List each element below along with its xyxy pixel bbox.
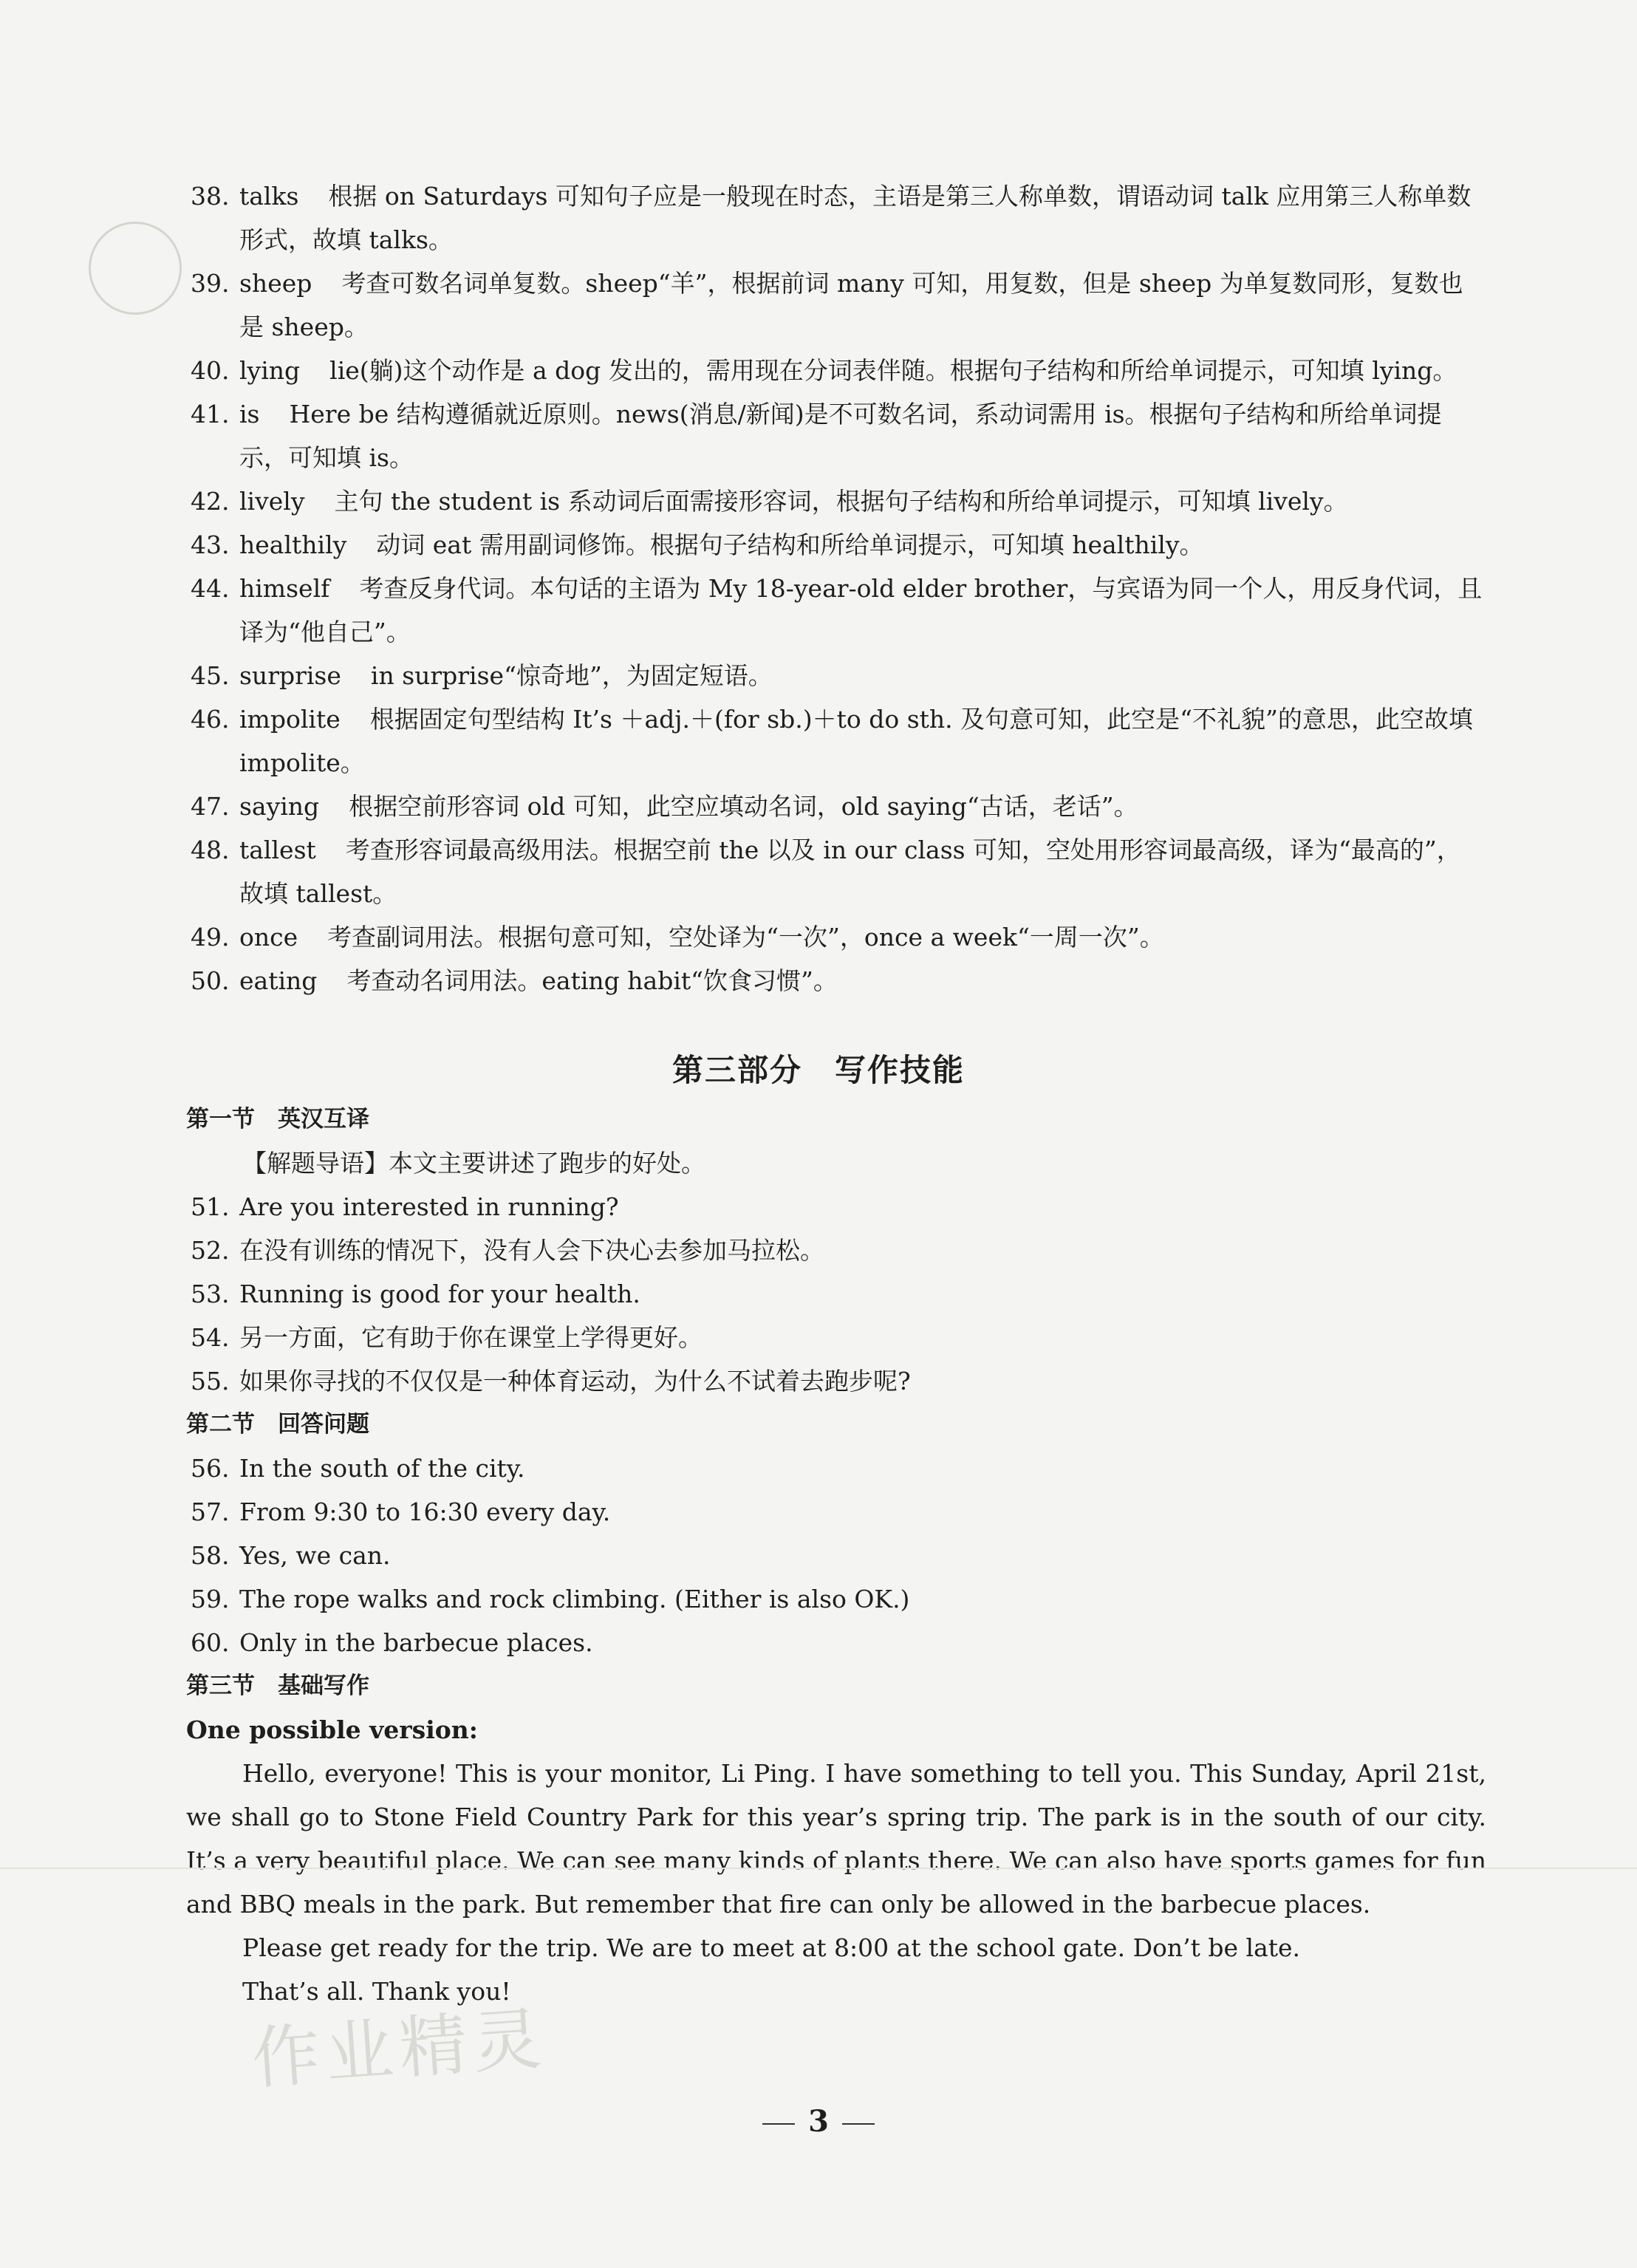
- watermark: 作业精灵: [249, 1999, 550, 2099]
- section2-title: 第二节 回答问题: [186, 1411, 369, 1438]
- answer-word: sheep: [239, 269, 312, 298]
- list-item: [186, 1316, 1486, 1359]
- item-number: 57.: [191, 1497, 230, 1526]
- answer-explanation: 考查可数名词单复数。sheep“羊”，根据前词 many 可知，用复数，但是 sheep 为单复数同形，复数也是 sheep。: [239, 269, 1463, 341]
- item-number: 45.: [191, 661, 230, 690]
- section1-guide: 【解题导语】本文主要讲述了跑步的好处。: [242, 1149, 705, 1178]
- answer-item-42: [191, 479, 1483, 523]
- answer-explanation: 主句 the student is 系动词后面需接形容词，根据句子结构和所给单词提示，可知填 lively。: [334, 487, 1348, 516]
- answer-word: saying: [239, 792, 320, 821]
- answer-item-39: [191, 262, 1483, 349]
- answer-explanation: lie(躺)这个动作是 a dog 发出的，需用现在分词表伴随。根据句子结构和所给单词提示，可知填 lying。: [329, 356, 1457, 385]
- list-item: [186, 1446, 1486, 1490]
- answer-word: talks: [239, 182, 299, 211]
- essay-version-label: One possible version:: [186, 1715, 478, 1744]
- answer-item-44: [191, 567, 1483, 654]
- answer-word: tallest: [239, 836, 316, 864]
- item-text: 如果你寻找的不仅仅是一种体育运动，为什么不试着去跑步呢?: [239, 1367, 911, 1396]
- item-text: Running is good for your health.: [239, 1280, 640, 1308]
- faded-stamp-icon: [75, 208, 194, 327]
- answer-list: [191, 174, 1483, 1003]
- part-title: 第三部分 写作技能: [671, 1052, 965, 1088]
- item-number: 47.: [191, 792, 230, 821]
- item-number: 59.: [191, 1585, 230, 1613]
- item-text: Only in the barbecue places.: [239, 1628, 593, 1657]
- answer-item-41: [191, 392, 1483, 479]
- answer-explanation: Here be 结构遵循就近原则。news(消息/新闻)是不可数名词，系动词需用 is。根据句子结构和所给单词提示，可知填 is。: [239, 400, 1442, 472]
- part3-content: [186, 1098, 1486, 2013]
- item-number: 48.: [191, 836, 230, 864]
- list-item: [186, 1534, 1486, 1577]
- list-item: [186, 1272, 1486, 1316]
- answer-item-49: [191, 915, 1483, 959]
- item-number: 40.: [191, 356, 230, 385]
- section1-title: 第一节 英汉互译: [186, 1106, 369, 1133]
- answer-word: once: [239, 923, 298, 952]
- answer-item-50: [191, 959, 1483, 1003]
- answer-word: impolite: [239, 705, 341, 734]
- list-item: [186, 1229, 1486, 1272]
- answer-item-38: [191, 174, 1483, 262]
- answer-explanation: 根据固定句型结构 It’s ＋adj.＋(for sb.)＋to do sth. 及句意可知，此空是“不礼貌”的意思，此空故填 impolite。: [239, 705, 1473, 777]
- answer-explanation: 考查形容词最高级用法。根据空前 the 以及 in our class 可知，空处用形容词最高级，译为“最高的”，故填 tallest。: [239, 836, 1461, 908]
- item-number: 60.: [191, 1628, 230, 1657]
- item-number: 44.: [191, 574, 230, 603]
- answer-word: lively: [239, 487, 305, 516]
- item-number: 53.: [191, 1280, 230, 1308]
- answer-word: healthily: [239, 530, 347, 559]
- answer-word: eating: [239, 966, 318, 995]
- answer-item-43: [191, 523, 1483, 567]
- list-item: [186, 1577, 1486, 1621]
- page-number: [0, 2104, 1637, 2139]
- item-text: From 9:30 to 16:30 every day.: [239, 1497, 611, 1526]
- item-number: 54.: [191, 1323, 230, 1352]
- item-number: 43.: [191, 530, 230, 559]
- item-number: 46.: [191, 705, 230, 734]
- item-text: Yes, we can.: [239, 1541, 391, 1570]
- dash-left: [762, 2123, 795, 2125]
- page-number-value: 3: [808, 2104, 829, 2139]
- item-text: In the south of the city.: [239, 1454, 525, 1483]
- item-number: 42.: [191, 487, 230, 516]
- answer-explanation: 考查反身代词。本句话的主语为 My 18-year-old elder brother，与宾语为同一个人，用反身代词，且译为“他自己”。: [239, 574, 1483, 646]
- item-number: 51.: [191, 1192, 230, 1221]
- answer-item-47: [191, 785, 1483, 828]
- essay-paragraph: That’s all. Thank you!: [242, 1977, 511, 2006]
- item-number: 52.: [191, 1236, 230, 1265]
- item-number: 56.: [191, 1454, 230, 1483]
- list-item: [186, 1185, 1486, 1229]
- answer-item-48: [191, 828, 1483, 915]
- sample-essay: [186, 1752, 1486, 2013]
- list-item: [186, 1490, 1486, 1534]
- answer-item-46: [191, 697, 1483, 785]
- list-item: [186, 1359, 1486, 1403]
- dash-right: [842, 2123, 875, 2125]
- answer-explanation: 考查副词用法。根据句意可知，空处译为“一次”，once a week“一周一次”。: [327, 923, 1164, 952]
- divider: [0, 1868, 1637, 1869]
- item-text: 另一方面，它有助于你在课堂上学得更好。: [239, 1323, 703, 1352]
- answer-explanation: in surprise“惊奇地”，为固定短语。: [370, 661, 773, 690]
- essay-paragraph: Please get ready for the trip. We are to meet at 8:00 at the school gate. Don’t be late.: [242, 1933, 1301, 1962]
- essay-paragraph: Hello, everyone! This is your monitor, Li Ping. I have something to tell you. This Sunday, April 21st, we shall go to Stone Field Country Park for this year’s spring trip. The park is in the south of our city. It’s a very beautiful place. We can see many kinds of plants there. We can also have sports games for fun and BBQ meals in the park. But remember that fire can only be allowed in the barbecue places.: [186, 1759, 1486, 1919]
- answer-word: is: [239, 400, 260, 428]
- answer-word: lying: [239, 356, 301, 385]
- item-text: 在没有训练的情况下，没有人会下决心去参加马拉松。: [239, 1236, 824, 1265]
- item-text: The rope walks and rock climbing. (Either is also OK.): [239, 1585, 910, 1613]
- item-number: 41.: [191, 400, 230, 428]
- answer-item-45: [191, 654, 1483, 697]
- item-number: 55.: [191, 1367, 230, 1396]
- answer-explanation: 根据 on Saturdays 可知句子应是一般现在时态，主语是第三人称单数，谓语动词 talk 应用第三人称单数形式，故填 talks。: [239, 182, 1472, 254]
- list-item: [186, 1621, 1486, 1664]
- item-number: 39.: [191, 269, 230, 298]
- item-number: 58.: [191, 1541, 230, 1570]
- answer-explanation: 根据空前形容词 old 可知，此空应填动名词，old saying“古话，老话”。: [349, 792, 1138, 821]
- answer-word: surprise: [239, 661, 341, 690]
- section3-title: 第三节 基础写作: [186, 1673, 369, 1699]
- answer-explanation: 考查动名词用法。eating habit“饮食习惯”。: [346, 966, 838, 995]
- answer-word: himself: [239, 574, 330, 603]
- answer-item-40: [191, 349, 1483, 392]
- answer-explanation: 动词 eat 需用副词修饰。根据句子结构和所给单词提示，可知填 healthily。: [376, 530, 1204, 559]
- item-number: 38.: [191, 182, 230, 211]
- item-number: 49.: [191, 923, 230, 952]
- item-number: 50.: [191, 966, 230, 995]
- item-text: Are you interested in running?: [239, 1192, 619, 1221]
